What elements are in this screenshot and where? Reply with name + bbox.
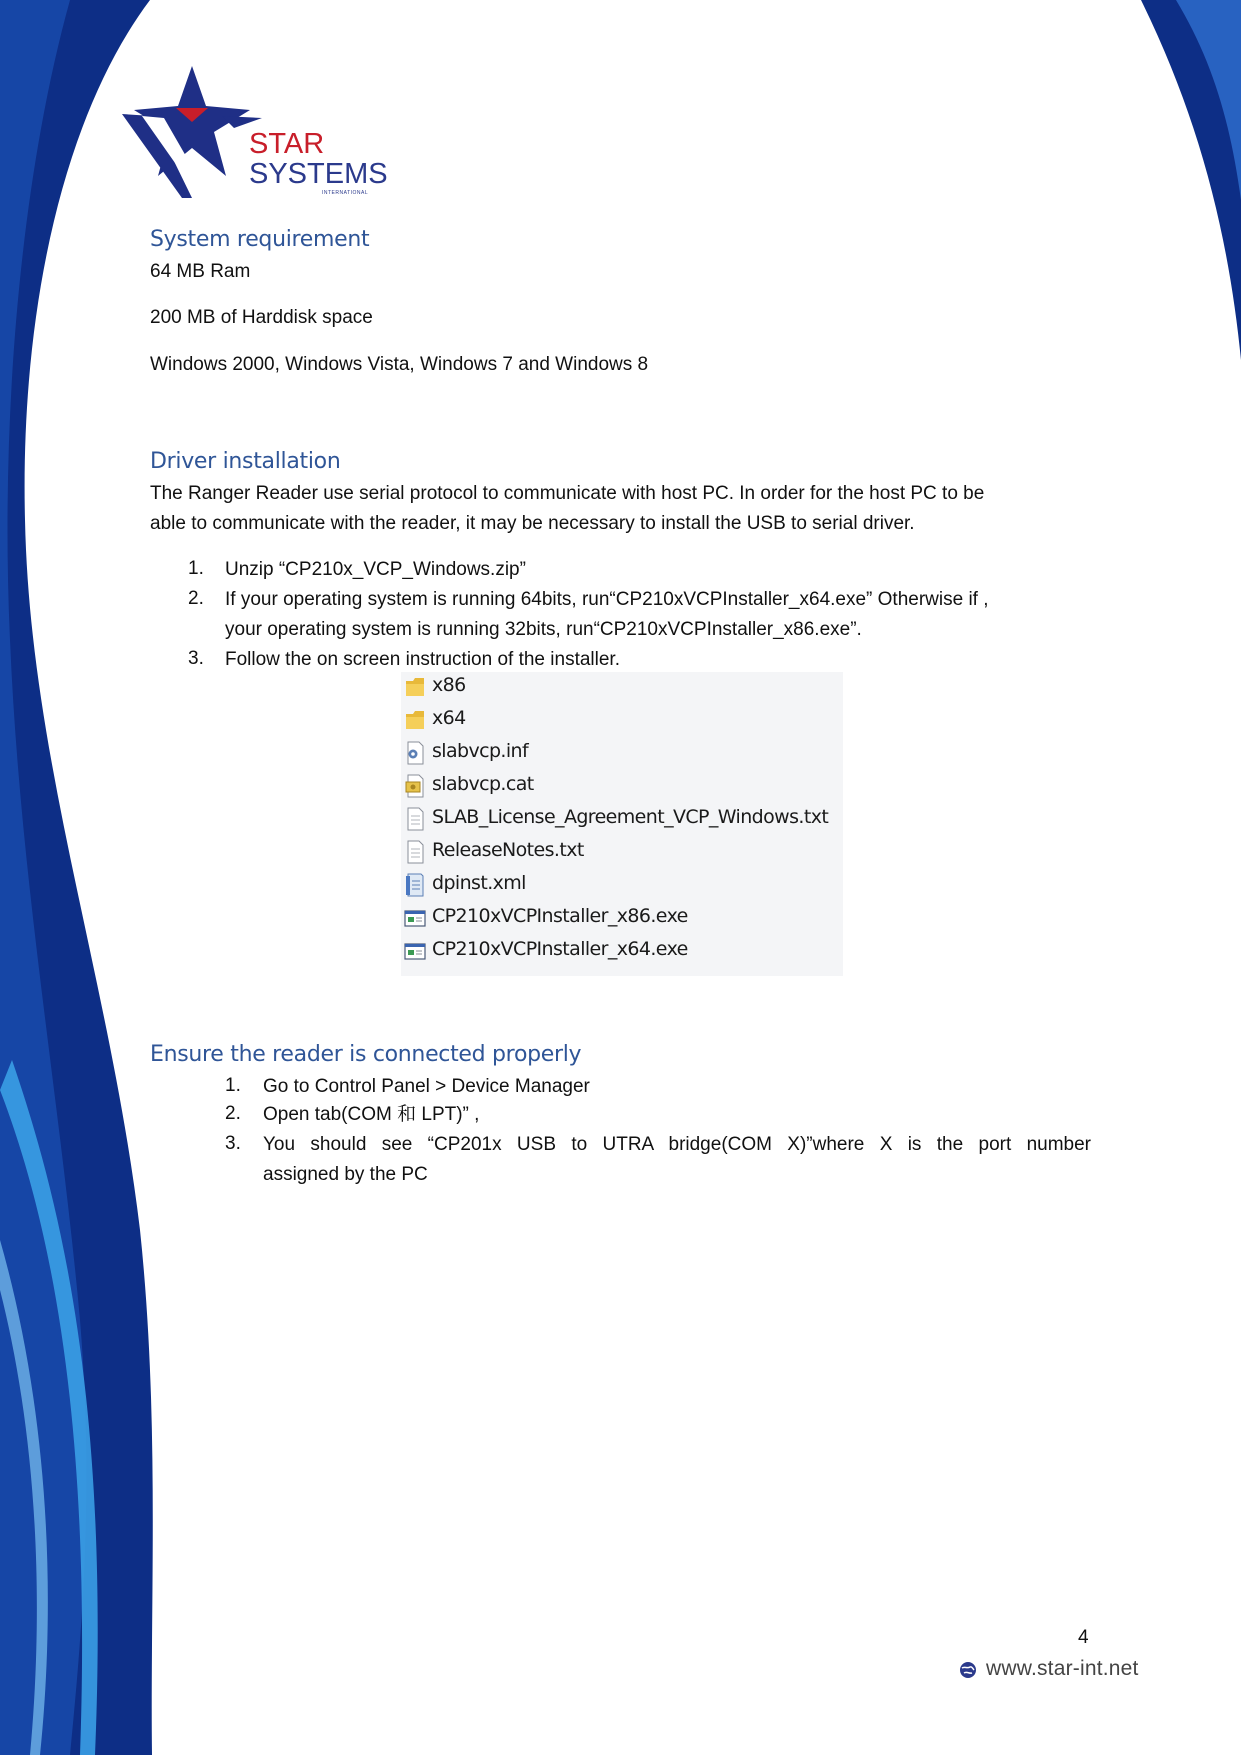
globe-icon <box>958 1660 978 1680</box>
executable-icon <box>404 939 426 963</box>
file-name: x64 <box>432 707 466 729</box>
folder-icon <box>404 675 426 699</box>
driver-step: If your operating system is running 64bits, run“CP210xVCPInstaller_x64.exe” Otherwise if , <box>225 589 989 610</box>
file-row[interactable] <box>401 804 843 834</box>
file-row[interactable] <box>401 837 843 867</box>
file-row[interactable] <box>401 705 843 735</box>
file-name: CP210xVCPInstaller_x86.exe <box>432 905 688 927</box>
page-number: 4 <box>1078 1627 1089 1648</box>
list-number: 1. <box>225 1075 241 1096</box>
file-row[interactable] <box>401 903 843 933</box>
file-row[interactable] <box>401 672 843 702</box>
system-req-line: 200 MB of Harddisk space <box>150 307 373 328</box>
ensure-step: Open tab(COM 和 LPT)” , <box>263 1104 480 1125</box>
xml-file-icon <box>404 873 426 897</box>
security-catalog-icon <box>404 774 426 798</box>
system-req-line: Windows 2000, Windows Vista, Windows 7 and Windows 8 <box>150 354 649 375</box>
ensure-connected-heading: Ensure the reader is connected properly <box>150 1042 582 1067</box>
folder-icon <box>404 708 426 732</box>
text-file-icon <box>404 840 426 864</box>
driver-step: Unzip “CP210x_VCP_Windows.zip” <box>225 559 526 580</box>
logo-swoosh <box>222 116 262 128</box>
driver-step: Follow the on screen instruction of the installer. <box>225 649 620 670</box>
logo-word-star: STAR <box>249 128 325 160</box>
driver-step-continued: your operating system is running 32bits, run“CP210xVCPInstaller_x86.exe”. <box>225 619 862 640</box>
website-link[interactable]: www.star-int.net <box>986 1657 1139 1680</box>
file-name: SLAB_License_Agreement_VCP_Windows.txt <box>432 806 829 828</box>
config-file-icon <box>404 741 426 765</box>
file-row[interactable] <box>401 870 843 900</box>
file-name: slabvcp.cat <box>432 773 534 795</box>
list-number: 3. <box>225 1133 241 1154</box>
driver-installation-heading: Driver installation <box>150 449 341 474</box>
file-name: dpinst.xml <box>432 872 526 894</box>
file-row[interactable] <box>401 738 843 768</box>
file-name: x86 <box>432 674 466 696</box>
file-name: CP210xVCPInstaller_x64.exe <box>432 938 688 960</box>
ensure-step-continued: assigned by the PC <box>263 1164 428 1185</box>
list-number: 3. <box>188 648 204 669</box>
driver-file-listing <box>401 672 843 976</box>
system-requirement-heading: System requirement <box>150 227 370 252</box>
file-row[interactable] <box>401 936 843 966</box>
list-number: 2. <box>225 1103 241 1124</box>
logo-word-international: INTERNATIONAL <box>322 190 369 196</box>
system-req-line: 64 MB Ram <box>150 261 251 282</box>
text-file-icon <box>404 807 426 831</box>
logo-word-systems: SYSTEMS <box>249 158 388 190</box>
driver-intro-line: able to communicate with the reader, it may be necessary to install the USB to serial driver. <box>150 513 915 534</box>
driver-intro-line: The Ranger Reader use serial protocol to communicate with host PC. In order for the host PC to be <box>150 483 985 504</box>
ensure-step: Go to Control Panel > Device Manager <box>263 1076 590 1097</box>
file-name: ReleaseNotes.txt <box>432 839 584 861</box>
file-row[interactable] <box>401 771 843 801</box>
executable-icon <box>404 906 426 930</box>
ensure-step: You should see “CP201x USB to UTRA bridge(COM X)”where X is the port number <box>263 1134 1091 1155</box>
list-number: 2. <box>188 588 204 609</box>
list-number: 1. <box>188 558 204 579</box>
file-name: slabvcp.inf <box>432 740 529 762</box>
